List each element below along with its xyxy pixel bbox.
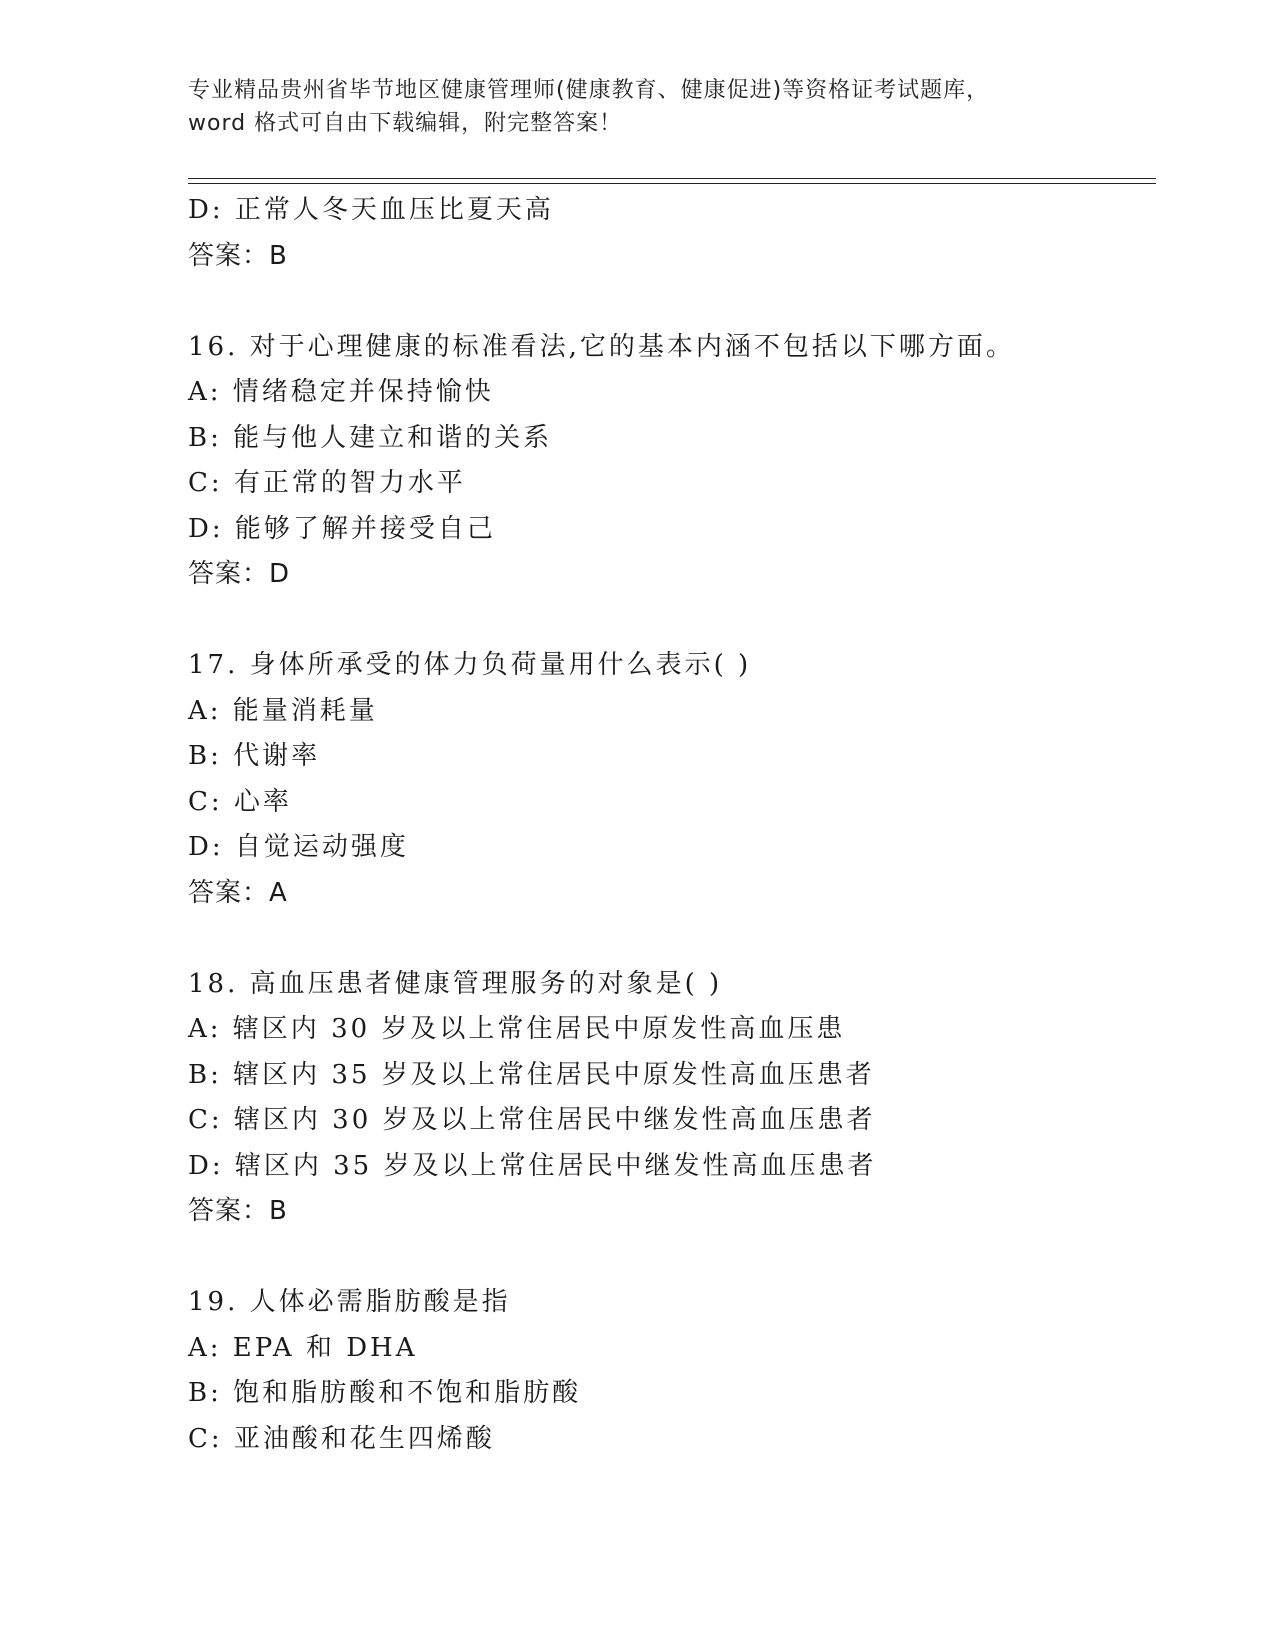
question-stem: 16. 对于心理健康的标准看法,它的基本内涵不包括以下哪方面。 (188, 331, 1015, 362)
question-15-tail (188, 188, 1148, 279)
spacer (188, 916, 1148, 962)
option-b: B: 辖区内 35 岁及以上常住居民中原发性高血压患者 (188, 1059, 875, 1090)
question-stem: 17. 身体所承受的体力负荷量用什么表示( ) (188, 650, 752, 680)
header-rule-bottom (188, 183, 1156, 184)
option-c: C: 亚油酸和花生四烯酸 (188, 1423, 495, 1454)
question-17 (188, 643, 1148, 916)
question-16 (188, 325, 1148, 598)
option-b: B: 代谢率 (188, 741, 321, 771)
answer: 答案：A (188, 877, 288, 908)
question-19 (188, 1280, 1148, 1462)
question-list (188, 188, 1148, 1462)
answer: 答案：B (188, 1196, 288, 1226)
question-stem: 19. 人体必需脂肪酸是指 (188, 1287, 511, 1317)
option-b: B: 能与他人建立和谐的关系 (188, 422, 553, 453)
spacer (188, 279, 1148, 325)
question-stem: 18. 高血压患者健康管理服务的对象是( ) (188, 968, 723, 999)
option-c: C: 有正常的智力水平 (188, 468, 466, 498)
option-a: A: 情绪稳定并保持愉快 (188, 377, 494, 407)
option-d: D: 正常人冬天血压比夏天高 (188, 195, 554, 225)
option-c: C: 心率 (188, 786, 292, 817)
option-c: C: 辖区内 30 岁及以上常住居民中继发性高血压患者 (188, 1105, 876, 1135)
option-a: A: 辖区内 30 岁及以上常住居民中原发性高血压患 (188, 1014, 846, 1044)
spacer (188, 598, 1148, 644)
option-d: D: 辖区内 35 岁及以上常住居民中继发性高血压患者 (188, 1150, 877, 1181)
answer: 答案：D (188, 559, 291, 589)
option-a: A: 能量消耗量 (188, 695, 378, 726)
option-d: D: 自觉运动强度 (188, 832, 409, 862)
header-rule-top (188, 178, 1156, 179)
spacer (188, 1235, 1148, 1281)
document-header (188, 74, 1088, 140)
answer: 答案：B (188, 240, 288, 271)
question-18 (188, 962, 1148, 1235)
header-line-2: word 格式可自由下载编辑，附完整答案！ (188, 111, 623, 136)
option-b: B: 饱和脂肪酸和不饱和脂肪酸 (188, 1378, 582, 1408)
option-a: A: EPA 和 DHA (188, 1332, 418, 1363)
option-d: D: 能够了解并接受自己 (188, 513, 496, 544)
header-line-1: 专业精品贵州省毕节地区健康管理师(健康教育、健康促进)等资格证考试题库， (188, 78, 990, 103)
